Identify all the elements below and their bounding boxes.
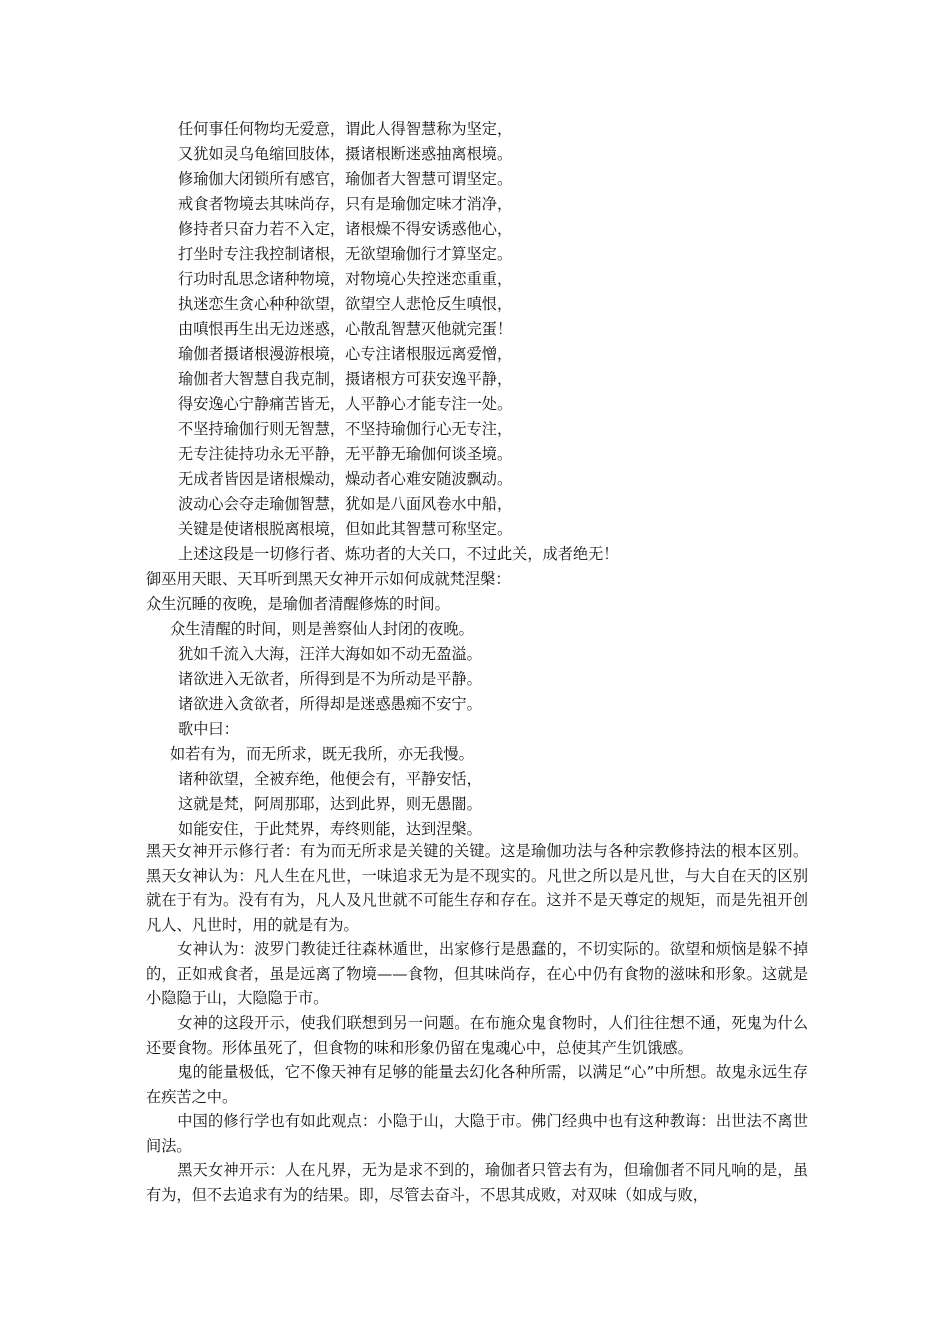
paragraph [146,1158,808,1207]
paragraph [146,1109,808,1158]
paragraph-text: 黑天女神开示修行者：有为而无所求是关键的关键。这是瑜伽功法与各种宗教修持法的根本区别。黑天女神认为：凡人生在凡世，一味追求无为是不现实的。凡世之所以是凡世，与大自在天的区别就在于有为。没有有为，凡人及凡世就不可能生存和存在。这并不是天尊定的规矩，而是先祖开创凡人、凡世时，用的就是有为。 [146,842,808,934]
paragraph [146,1060,808,1109]
song-heading: 歌中曰： [178,720,239,738]
verse-line: 诸欲进入无欲者，所得到是不为所动是平静。 [178,670,482,688]
verse-line: 由嗔恨再生出无边迷惑，心散乱智慧灭他就完蛋！ [178,320,513,338]
commentary-line: 上述这段是一切修行者、炼功者的大关口，不过此关，成者绝无！ [178,545,619,563]
verse-line: 执迷恋生贪心种种欲望，欲望空人悲怆反生嗔恨， [178,295,513,313]
verse-line: 众生沉睡的夜晚，是瑜伽者清醒修炼的时间。 [146,595,450,613]
paragraph-text: 鬼的能量极低，它不像天神有足够的能量去幻化各种所需，以满足“心”中所想。故鬼永远生存在疾苦之中。 [146,1063,808,1106]
verse-line: 这就是梵，阿周那耶，达到此界，则无愚闇。 [178,795,482,813]
verse-line: 诸欲进入贪欲者，所得却是迷惑愚痴不安宁。 [178,695,482,713]
verse-line: 如能安住，于此梵界，寿终则能，达到涅槃。 [178,820,482,838]
verse-line: 众生清醒的时间，则是善察仙人封闭的夜晚。 [170,620,474,638]
paragraph-text: 黑天女神开示：人在凡界，无为是求不到的，瑜伽者只管去有为，但瑜伽者不同凡响的是，虽有为，但不去追求有为的结果。即，尽管去奋斗，不思其成败，对双味（如成与败， [146,1161,808,1204]
paragraph-text: 中国的修行学也有如此观点：小隐于山，大隐于市。佛门经典中也有这种教诲：出世法不离世间法。 [146,1112,808,1155]
paragraph [146,839,808,937]
verse-line: 修持者只奋力若不入定，诸根燥不得安诱惑他心， [178,220,513,238]
paragraph-text: 女神认为：波罗门教徒迁往森林遁世，出家修行是愚蠢的，不切实际的。欲望和烦恼是躲不掉的，正如戒食者，虽是远离了物境——食物，但其味尚存，在心中仍有食物的滋味和形象。这就是小隐隐于山，大隐隐于市。 [146,940,808,1007]
verse-line: 任何事任何物均无爱意，谓此人得智慧称为坚定， [178,120,513,138]
paragraph [146,937,808,1011]
paragraph [146,1011,808,1060]
verse-line: 瑜伽者大智慧自我克制，摄诸根方可获安逸平静， [178,370,513,388]
verse-line: 犹如千流入大海，汪洋大海如如不动无盈溢。 [178,645,482,663]
verse-line: 关键是使诸根脱离根境，但如此其智慧可称坚定。 [178,520,513,538]
verse-line: 修瑜伽大闭锁所有感官，瑜伽者大智慧可谓坚定。 [178,170,513,188]
verse-line: 如若有为，而无所求，既无我所，亦无我慢。 [170,745,474,763]
intro-line: 御巫用天眼、天耳听到黑天女神开示如何成就梵涅槃： [146,570,511,588]
verse-line: 不坚持瑜伽行则无智慧，不坚持瑜伽行心无专注， [178,420,513,438]
verse-line: 戒食者物境去其味尚存，只有是瑜伽定味才消净， [178,195,513,213]
verse-line: 无专注徒持功永无平静，无平静无瑜伽何谈圣境。 [178,445,513,463]
verse-line: 打坐时专注我控制诸根，无欲望瑜伽行才算坚定。 [178,245,513,263]
verse-line: 无成者皆因是诸根燥动，燥动者心难安随波飘动。 [178,470,513,488]
verse-line: 又犹如灵乌龟缩回肢体，摄诸根断迷惑抽离根境。 [178,145,513,163]
verse-line: 瑜伽者摄诸根漫游根境，心专注诸根服远离爱憎， [178,345,513,363]
verse-line: 得安逸心宁静痛苦皆无，人平静心才能专注一处。 [178,395,513,413]
verse-line: 行功时乱思念诸种物境，对物境心失控迷恋重重， [178,270,513,288]
paragraph-text: 女神的这段开示，使我们联想到另一问题。在布施众鬼食物时，人们往往想不通，死鬼为什么还要食物。形体虽死了，但食物的味和形象仍留在鬼魂心中，总使其产生饥饿感。 [146,1014,808,1057]
verse-line: 波动心会夺走瑜伽智慧，犹如是八面风卷水中船， [178,495,513,513]
verse-line: 诸种欲望，全被弃绝，他便会有，平静安恬， [178,770,482,788]
